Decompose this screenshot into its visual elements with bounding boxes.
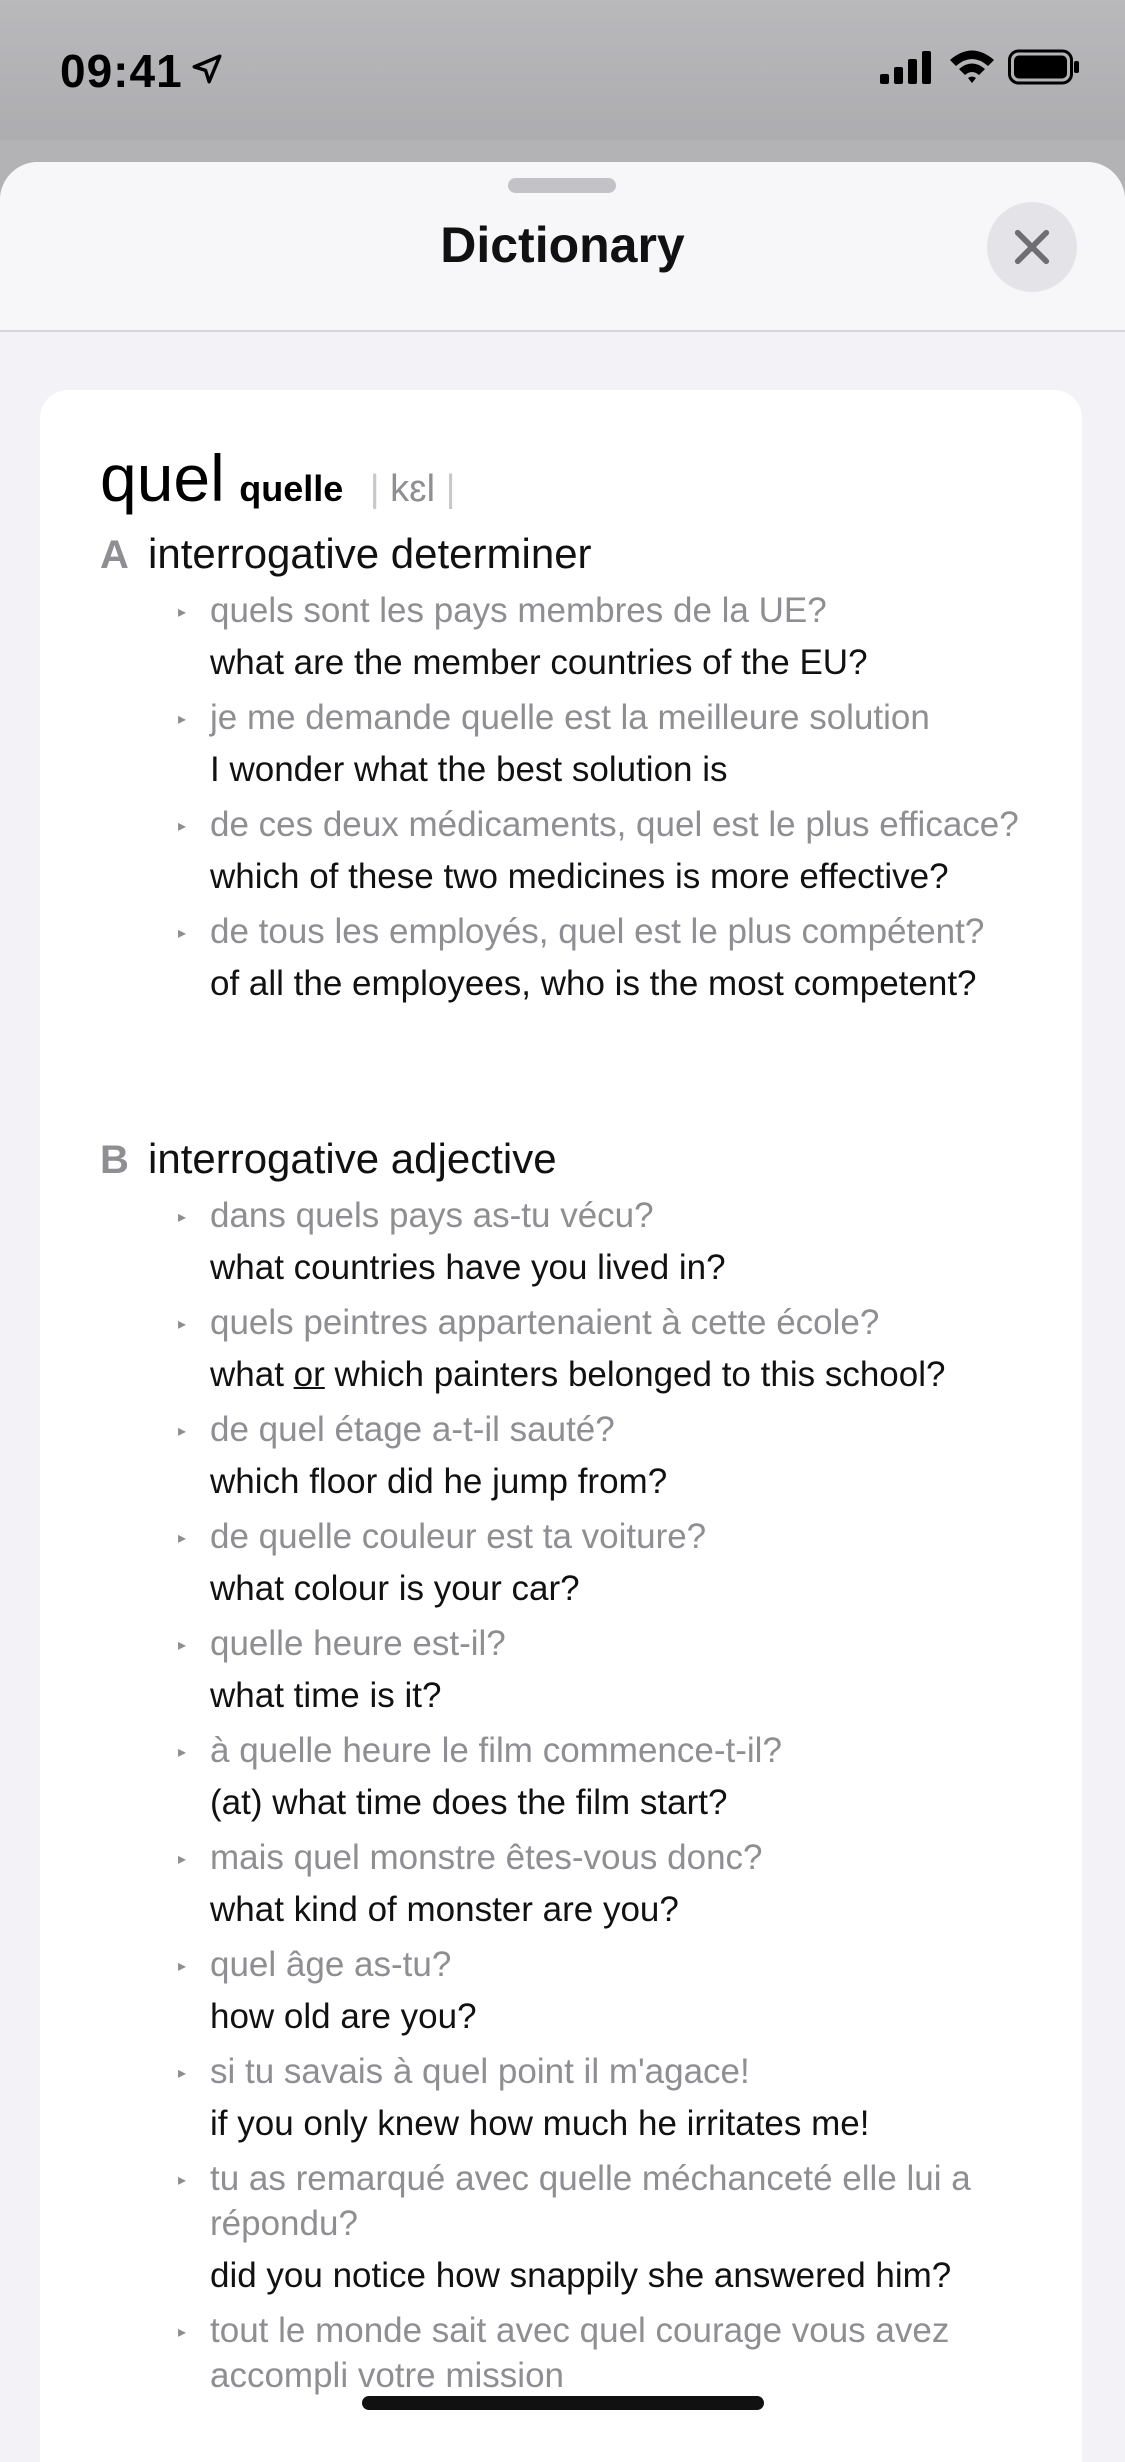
headword-feminine: quelle <box>239 468 344 509</box>
bullet-icon: ▸ <box>178 818 187 835</box>
example-translation: what or which painters belonged to this school? <box>210 1355 946 1394</box>
example-french: quel âge as-tu? <box>210 1945 452 1984</box>
entry-head <box>100 440 455 516</box>
example-translation: which floor did he jump from? <box>210 1462 668 1501</box>
sheet-header <box>0 162 1125 332</box>
sense-heading <box>100 530 1060 578</box>
example-item <box>100 1300 1060 1397</box>
example-french: à quelle heure le film commence-t-il? <box>210 1731 782 1770</box>
bullet-icon: ▸ <box>178 1209 187 1226</box>
bullet-icon: ▸ <box>178 1851 187 1868</box>
sense-label: interrogative adjective <box>148 1135 557 1182</box>
status-time: 09:41 <box>60 45 183 97</box>
example-translation: which of these two medicines is more effective? <box>210 857 949 896</box>
example-item <box>100 2156 1060 2298</box>
sense-letter: A <box>100 533 129 577</box>
sheet-title: Dictionary <box>440 217 685 273</box>
example-translation: of all the employees, who is the most competent? <box>210 964 977 1003</box>
sense-letter: B <box>100 1138 129 1182</box>
sheet-grabber[interactable] <box>508 178 616 193</box>
close-icon <box>1013 228 1051 266</box>
example-item <box>100 1942 1060 2039</box>
example-item <box>100 2049 1060 2146</box>
example-french: quels peintres appartenaient à cette école? <box>210 1303 880 1342</box>
example-french: quelle heure est-il? <box>210 1624 506 1663</box>
example-translation: I wonder what the best solution is <box>210 750 728 789</box>
example-item <box>100 695 1060 792</box>
example-translation: did you notice how snappily she answered him? <box>210 2256 952 2295</box>
bullet-icon: ▸ <box>178 1958 187 1975</box>
dictionary-entry-card <box>40 390 1082 2462</box>
wifi-icon <box>948 47 996 85</box>
example-item <box>100 1728 1060 1825</box>
bullet-icon: ▸ <box>178 1637 187 1654</box>
battery-icon <box>1008 49 1080 85</box>
example-item <box>100 1193 1060 1290</box>
location-arrow-icon <box>190 52 224 86</box>
sense-b <box>100 1135 1060 2398</box>
example-item <box>100 1621 1060 1718</box>
bullet-icon: ▸ <box>178 604 187 621</box>
example-translation: what kind of monster are you? <box>210 1890 679 1929</box>
example-translation: what colour is your car? <box>210 1569 580 1608</box>
example-french: de tous les employés, quel est le plus compétent? <box>210 912 985 951</box>
dictionary-sheet <box>0 162 1125 2462</box>
example-item <box>100 1835 1060 1932</box>
example-item <box>100 802 1060 899</box>
example-french: quels sont les pays membres de la UE? <box>210 591 827 630</box>
example-list <box>100 1193 1060 2398</box>
pronunciation: | kɛl | <box>369 468 456 510</box>
close-button[interactable] <box>987 202 1077 292</box>
bullet-icon: ▸ <box>178 2172 187 2189</box>
bullet-icon: ▸ <box>178 1530 187 1547</box>
cross-reference-link[interactable]: or <box>293 1355 325 1394</box>
example-item <box>100 1514 1060 1611</box>
status-bar <box>0 0 1125 140</box>
example-translation: if you only knew how much he irritates me! <box>210 2104 870 2143</box>
example-french: de ces deux médicaments, quel est le plus efficace? <box>210 805 1019 844</box>
example-translation: what are the member countries of the EU? <box>210 643 868 682</box>
example-french: tout le monde sait avec quel courage vous avez accompli votre mission <box>210 2311 950 2395</box>
headword: quel <box>100 441 225 515</box>
example-translation: what time is it? <box>210 1676 442 1715</box>
example-translation: how old are you? <box>210 1997 477 2036</box>
sense-a <box>100 530 1060 1012</box>
home-indicator[interactable] <box>362 2396 764 2410</box>
example-french: mais quel monstre êtes-vous donc? <box>210 1838 763 1877</box>
example-item <box>100 2308 1060 2398</box>
example-item <box>100 909 1060 1006</box>
bullet-icon: ▸ <box>178 1423 187 1440</box>
sense-label: interrogative determiner <box>148 530 592 577</box>
example-french: de quelle couleur est ta voiture? <box>210 1517 707 1556</box>
example-list <box>100 588 1060 1006</box>
bullet-icon: ▸ <box>178 925 187 942</box>
example-translation: (at) what time does the film start? <box>210 1783 728 1822</box>
example-french: dans quels pays as-tu vécu? <box>210 1196 654 1235</box>
bullet-icon: ▸ <box>178 1316 187 1333</box>
bullet-icon: ▸ <box>178 1744 187 1761</box>
example-french: si tu savais à quel point il m'agace! <box>210 2052 750 2091</box>
example-item <box>100 588 1060 685</box>
example-french: de quel étage a-t-il sauté? <box>210 1410 615 1449</box>
bullet-icon: ▸ <box>178 2065 187 2082</box>
example-item <box>100 1407 1060 1504</box>
sense-heading <box>100 1135 1060 1183</box>
example-french: tu as remarqué avec quelle méchanceté elle lui a répondu? <box>210 2159 971 2243</box>
example-french: je me demande quelle est la meilleure solution <box>210 698 930 737</box>
cellular-signal-icon <box>880 50 934 86</box>
bullet-icon: ▸ <box>178 2324 187 2341</box>
example-translation: what countries have you lived in? <box>210 1248 726 1287</box>
bullet-icon: ▸ <box>178 711 187 728</box>
